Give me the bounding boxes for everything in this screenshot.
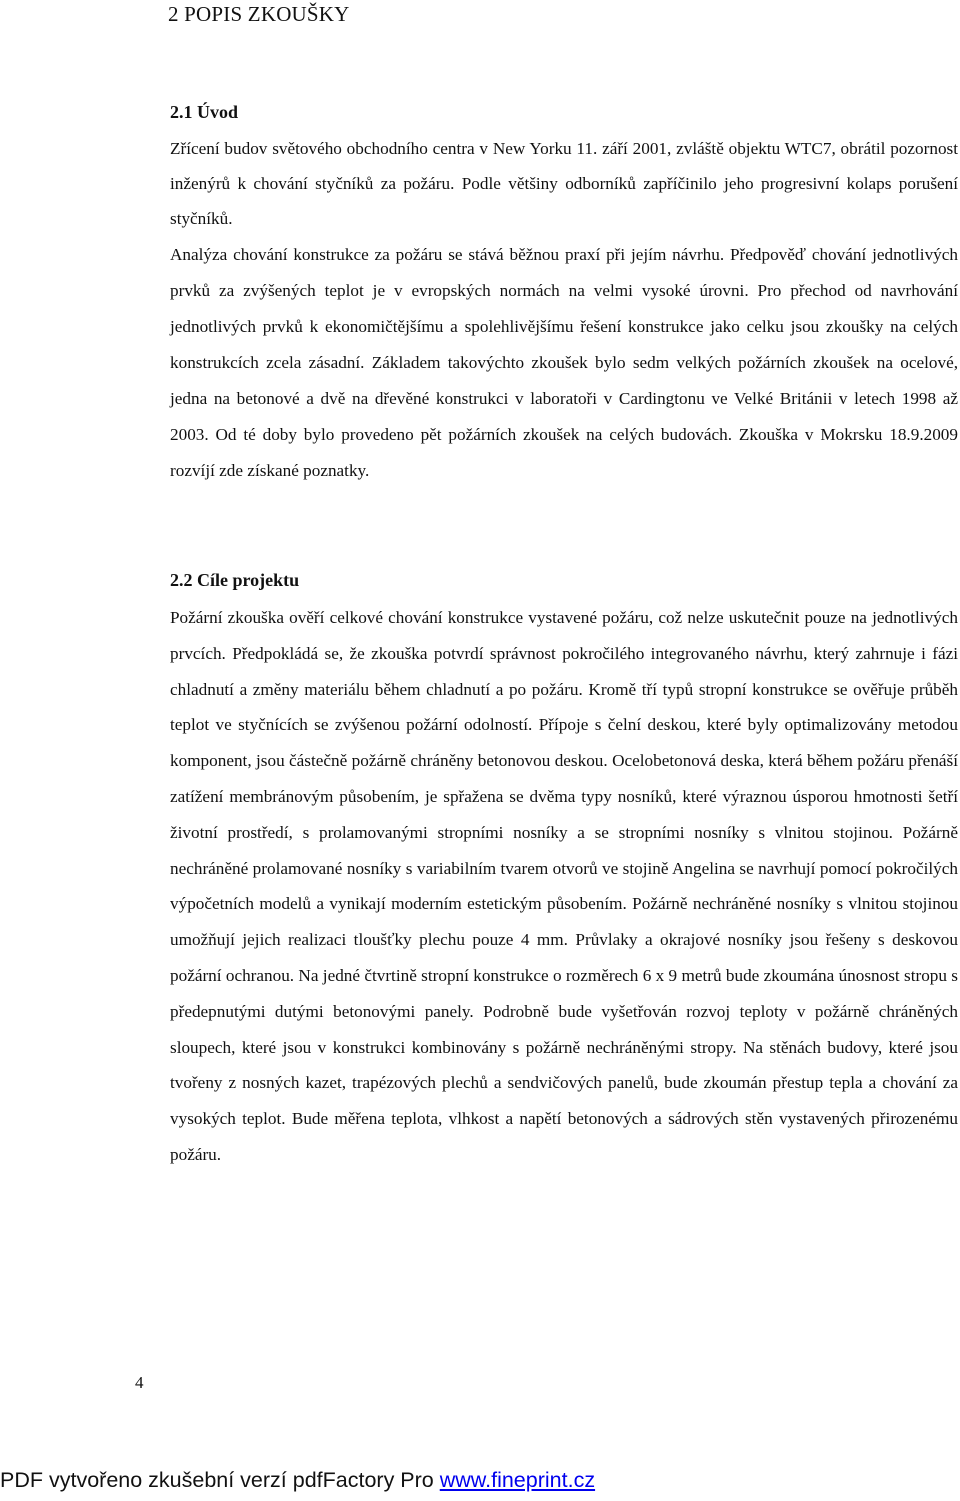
paragraph-intro-analysis: Analýza chování konstrukce za požáru se stává běžnou praxí při jejím návrhu. Předpověď chování jednotlivých prvků za zvýšených teplot je v evropských normách na velmi vysoké úrovni. Pro přechod od navrhování jednotlivých prvků k ekonomičtějšímu a spolehlivějšímu řešení konstrukce jako celku jsou zkoušky na celých konstrukcích zcela zásadní. Základem takovýchto zkoušek bylo sedm velkých požárních zkoušek na ocelové, jedna na betonové a dvě na dřevěné konstrukci v laboratoři v Cardingtonu ve Velké Británii v letech 1998 až 2003. Od té doby bylo provedeno pět požárních zkoušek na celých budovách. Zkouška v Mokrsku 18.9.2009 rozvíjí zde získané poznatky. (170, 245, 958, 480)
footer-text: PDF vytvořeno zkušební verzí pdfFactory Pro (0, 1468, 440, 1492)
pdf-footer (0, 1468, 595, 1493)
paragraph-project-goals: Požární zkouška ověří celkové chování konstrukce vystavené požáru, což nelze uskutečnit pouze na jednotlivých prvcích. Předpokládá se, že zkouška potvrdí správnost pokročilého integrovaného návrhu, který zahrnuje i fázi chladnutí a změny materiálu během chladnutí a po požáru. Kromě tří typů stropní konstrukce se ověřuje průběh teplot ve styčnících se zvýšenou požární odolností. Přípoje s čelní deskou, které byly optimalizovány metodou komponent, jsou částečně požárně chráněny betonovou deskou. Ocelobetonová deska, která během požáru přenáší zatížení membránovým působením, je spřažena se dvěma typy nosníků, které výraznou úsporou hmotnosti šetří životní prostředí, s prolamovanými stropními nosníky a se stropními nosníky s vlnitou stojinou. Požárně nechráněné prolamované nosníky s variabilním tvarem otvorů ve stojině Angelina se navrhují pomocí pokročilých výpočetních modelů a vynikají moderním estetickým působením. Požárně nechráněné nosníky s vlnitou stojinou umožňují jejich realizaci tloušťky plechu pouze 4 mm. Průvlaky a okrajové nosníky jsou řešeny s deskovou požární ochranou. Na jedné čtvrtině stropní konstrukce o rozměrech 6 x 9 metrů bude zkoumána únosnost stropu s předepnutými dutými betonovými panely. Podrobně bude vyšetřován rozvoj teploty v požárně chráněných sloupech, které jsou v konstrukci kombinovány s požárně nechráněnými stropy. Na stěnách budovy, které jsou tvořeny z nosných kazet, trapézových plechů a sendvičových panelů, bude zkoumán přestup tepla a chování za vysokých teplot. Bude měřena teplota, vlhkost a napětí betonových a sádrových stěn vystavených přirozenému požáru. (170, 608, 958, 1164)
page-title: 2 POPIS ZKOUŠKY (168, 2, 350, 26)
footer-link[interactable]: www.fineprint.cz (439, 1468, 596, 1492)
section-heading-uvod: 2.1 Úvod (170, 102, 239, 122)
page-number: 4 (135, 1373, 144, 1392)
section-heading-cile-projektu: 2.2 Cíle projektu (170, 570, 300, 590)
paragraph-intro-wtc: Zřícení budov světového obchodního centra v New Yorku 11. září 2001, zvláště objektu WTC7, obrátil pozornost inženýrů k chování styčníků za požáru. Podle většiny odborníků zapříčinilo jeho progresivní kolaps porušení styčníků. (170, 139, 958, 228)
